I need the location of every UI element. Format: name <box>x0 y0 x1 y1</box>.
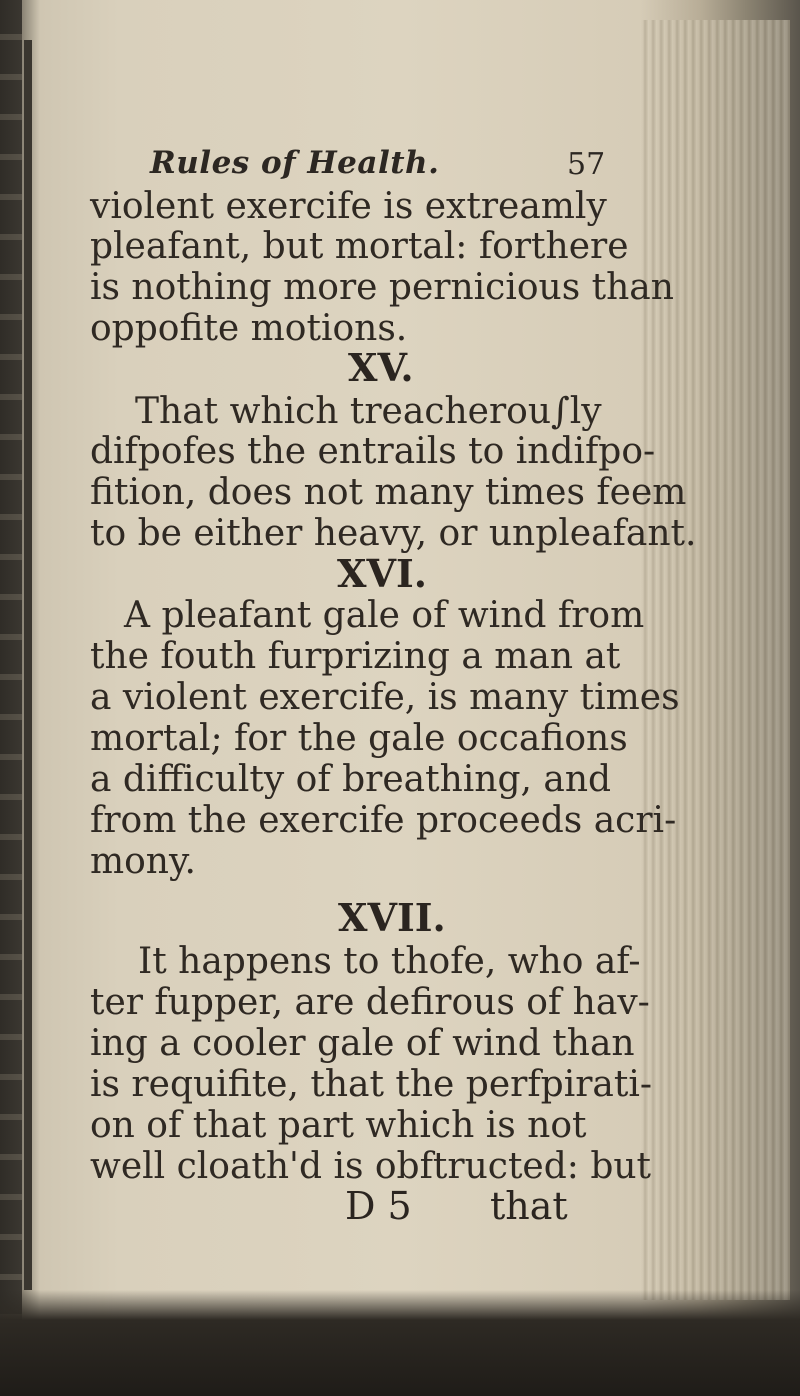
text-line: the fouth furprizing a man at <box>90 636 621 677</box>
text-line: from the exercife proceeds acri- <box>90 800 677 841</box>
text-line: ing a cooler gale of wind than <box>90 1023 635 1064</box>
text-line: It happens to thofe, who af- <box>138 941 641 982</box>
text-line: violent exercife is extreamly <box>90 186 607 227</box>
text-line: well cloath'd is obftructed: but <box>90 1146 652 1187</box>
running-head-title: Rules of Health. <box>150 145 440 181</box>
running-head <box>150 145 650 185</box>
bottom-shadow <box>0 1290 800 1396</box>
text-line: mony. <box>90 841 196 882</box>
section-heading-xvi: XVI. <box>337 551 427 596</box>
text-line: oppofite motions. <box>90 308 408 349</box>
signature-mark: D 5 <box>345 1184 412 1228</box>
text-line: mortal; for the gale occafions <box>90 718 628 759</box>
text-line: to be either heavy, or unpleafant. <box>90 513 697 554</box>
text-line: That which treacherou∫ly <box>135 391 602 432</box>
book-gutter <box>24 40 32 1290</box>
text-line: is requifite, that the perfpirati- <box>90 1064 653 1105</box>
section-heading-xvii: XVII. <box>338 895 446 940</box>
previous-page-edge <box>0 0 22 1396</box>
text-line: difpofes the entrails to indifpo- <box>90 431 656 472</box>
text-line: fition, does not many times feem <box>90 472 687 513</box>
section-heading-xv: XV. <box>348 345 414 390</box>
text-line: on of that part which is not <box>90 1105 587 1146</box>
text-line: A pleafant gale of wind from <box>124 595 645 636</box>
text-line: a violent exercife, is many times <box>90 677 680 718</box>
page-number: 57 <box>567 147 606 182</box>
page-edges-right <box>640 20 790 1300</box>
text-line: a difficulty of breathing, and <box>90 759 612 800</box>
catchword: that <box>490 1184 568 1228</box>
text-line: is nothing more pernicious than <box>90 267 674 308</box>
text-line: ter fupper, are defirous of hav- <box>90 982 650 1023</box>
text-line: pleafant, but mortal: forthere <box>90 226 629 267</box>
